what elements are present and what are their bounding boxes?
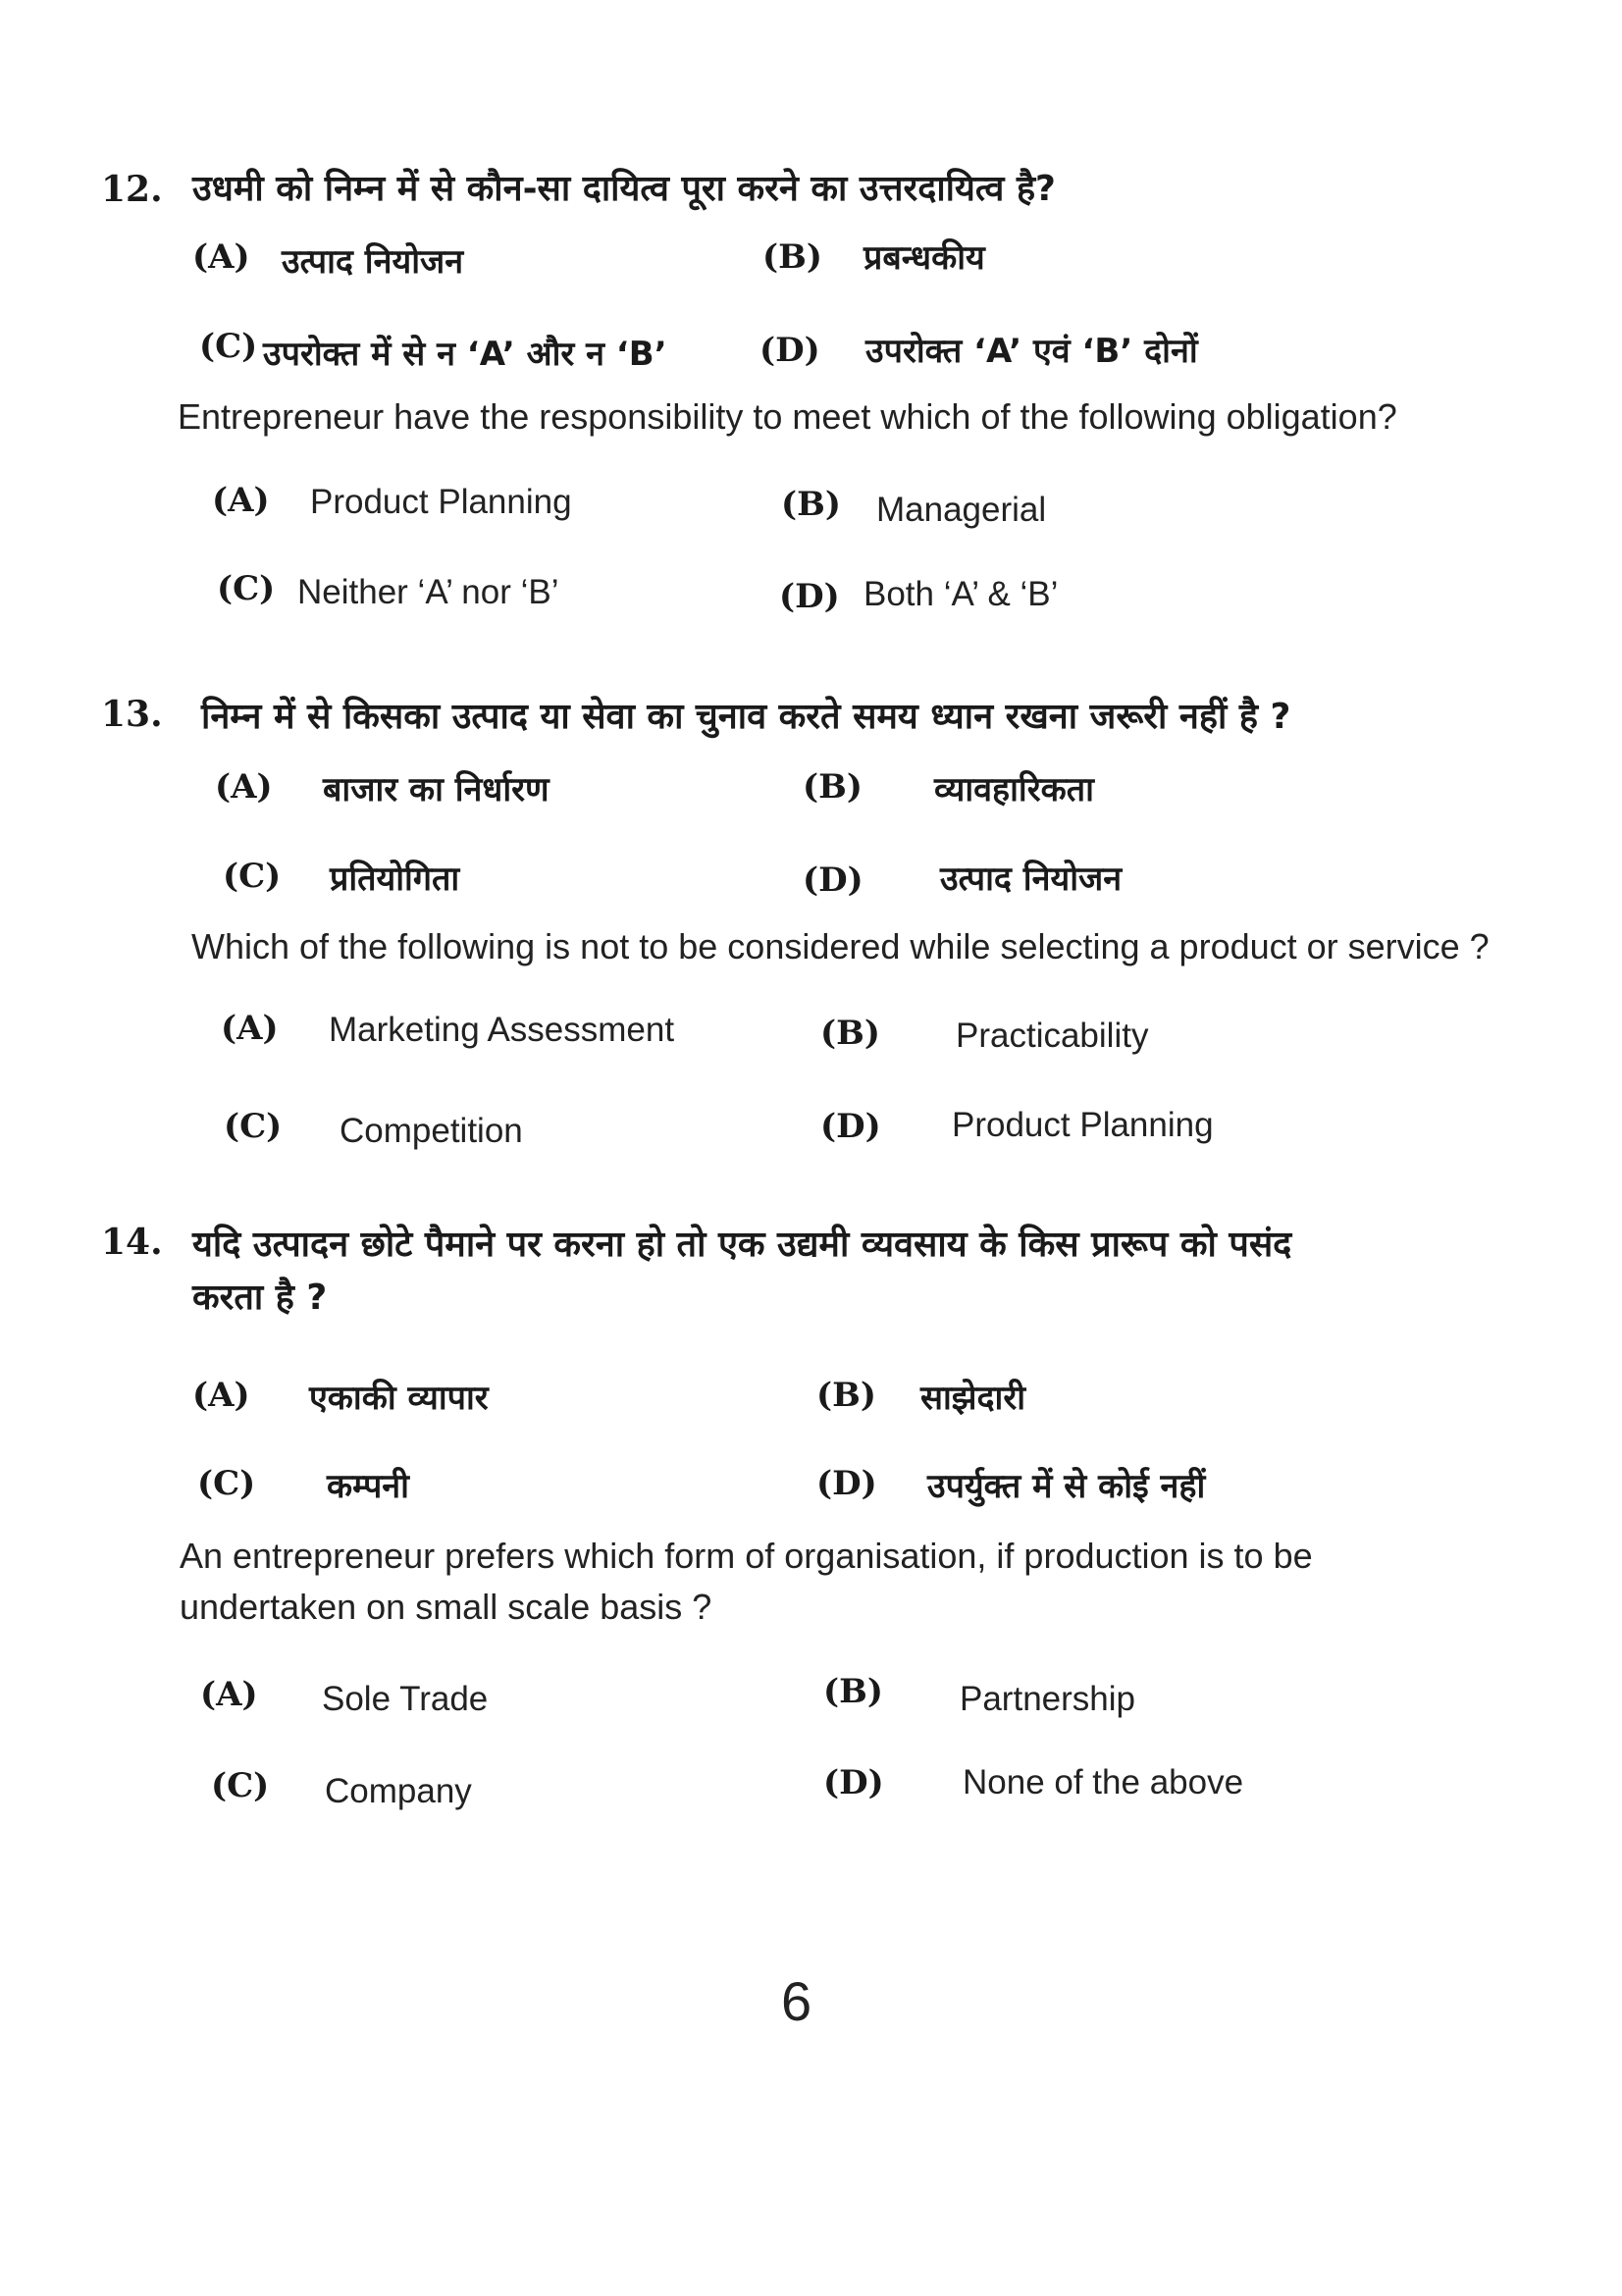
option-label: (A): [215, 767, 273, 807]
option-label: (A): [192, 1376, 250, 1415]
option-text-hindi: व्यावहारिकता: [934, 770, 1094, 809]
option-text-english: Partnership: [960, 1680, 1135, 1718]
option-label: (D): [820, 1107, 881, 1146]
question-text-english: undertaken on small scale basis ?: [180, 1587, 712, 1627]
option-label: (B): [816, 1376, 876, 1415]
option-label: (C): [223, 857, 282, 896]
page-number: 6: [781, 1970, 812, 2032]
option-label: (B): [820, 1014, 880, 1053]
option-text-hindi: उत्पाद नियोजन: [282, 242, 464, 282]
option-label: (D): [816, 1464, 877, 1503]
option-text-english: Product Planning: [310, 483, 572, 521]
option-label: (A): [192, 237, 250, 277]
option-text-english: Practicability: [956, 1017, 1149, 1055]
option-text-english: Both ‘A’ & ‘B’: [863, 575, 1059, 613]
option-text-hindi: प्रबन्धकीय: [863, 238, 985, 278]
option-label: (D): [803, 861, 863, 900]
option-text-english: Managerial: [876, 491, 1047, 529]
option-text-english: Company: [325, 1772, 472, 1810]
option-label: (C): [197, 1464, 256, 1503]
option-text-hindi: उपर्युक्त में से कोई नहीं: [927, 1467, 1206, 1506]
option-label: (D): [759, 331, 820, 370]
option-text-english: Sole Trade: [322, 1680, 489, 1718]
option-label: (B): [803, 767, 863, 807]
question-text-hindi: यदि उत्पादन छोटे पैमाने पर करना हो तो एक उद्यमी व्यवसाय के किस प्रारूप को पसंद: [192, 1225, 1292, 1265]
question-text-english: Entrepreneur have the responsibility to meet which of the following obligation?: [178, 396, 1397, 437]
question-text-hindi: निम्न में से किसका उत्पाद या सेवा का चुनाव करते समय ध्यान रखना जरूरी नहीं है ?: [201, 697, 1291, 737]
question-number: 13.: [101, 694, 163, 735]
option-text-english: Competition: [340, 1112, 523, 1150]
question-text-hindi: करता है ?: [192, 1278, 328, 1318]
option-text-hindi: साझेदारी: [920, 1379, 1026, 1418]
option-text-english: None of the above: [963, 1763, 1244, 1801]
option-label: (D): [779, 577, 840, 616]
option-label: (A): [212, 481, 270, 520]
option-text-hindi: उपरोक्त में से न ‘A’ और न ‘B’: [263, 335, 667, 374]
option-label: (C): [211, 1766, 270, 1805]
option-label: (A): [200, 1675, 258, 1714]
option-text-hindi: कम्पनी: [327, 1467, 409, 1506]
question-text-hindi: उधमी को निम्न में से कौन-सा दायित्व पूरा करने का उत्तरदायित्व है?: [192, 169, 1056, 209]
option-label: (C): [224, 1107, 283, 1146]
option-label: (B): [762, 237, 822, 277]
option-text-english: Product Planning: [952, 1106, 1214, 1144]
option-text-english: Neither ‘A’ nor ‘B’: [297, 573, 559, 611]
option-text-hindi: उपरोक्त ‘A’ एवं ‘B’ दोनों: [865, 332, 1198, 371]
option-label: (C): [199, 327, 258, 366]
option-text-hindi: बाजार का निर्धारण: [323, 770, 549, 809]
question-number: 12.: [101, 169, 163, 210]
option-label: (A): [221, 1009, 279, 1048]
question-text-english: Which of the following is not to be considered while selecting a product or service ?: [191, 926, 1490, 966]
option-text-hindi: प्रतियोगिता: [330, 860, 460, 899]
option-label: (C): [217, 569, 276, 608]
option-label: (D): [823, 1763, 884, 1802]
option-label: (B): [823, 1672, 883, 1711]
question-number: 14.: [101, 1222, 163, 1263]
question-text-english: An entrepreneur prefers which form of organisation, if production is to be: [180, 1536, 1313, 1576]
option-label: (B): [781, 485, 841, 524]
option-text-hindi: उत्पाद नियोजन: [940, 860, 1123, 899]
option-text-hindi: एकाकी व्यापार: [309, 1379, 489, 1418]
option-text-english: Marketing Assessment: [329, 1011, 675, 1049]
